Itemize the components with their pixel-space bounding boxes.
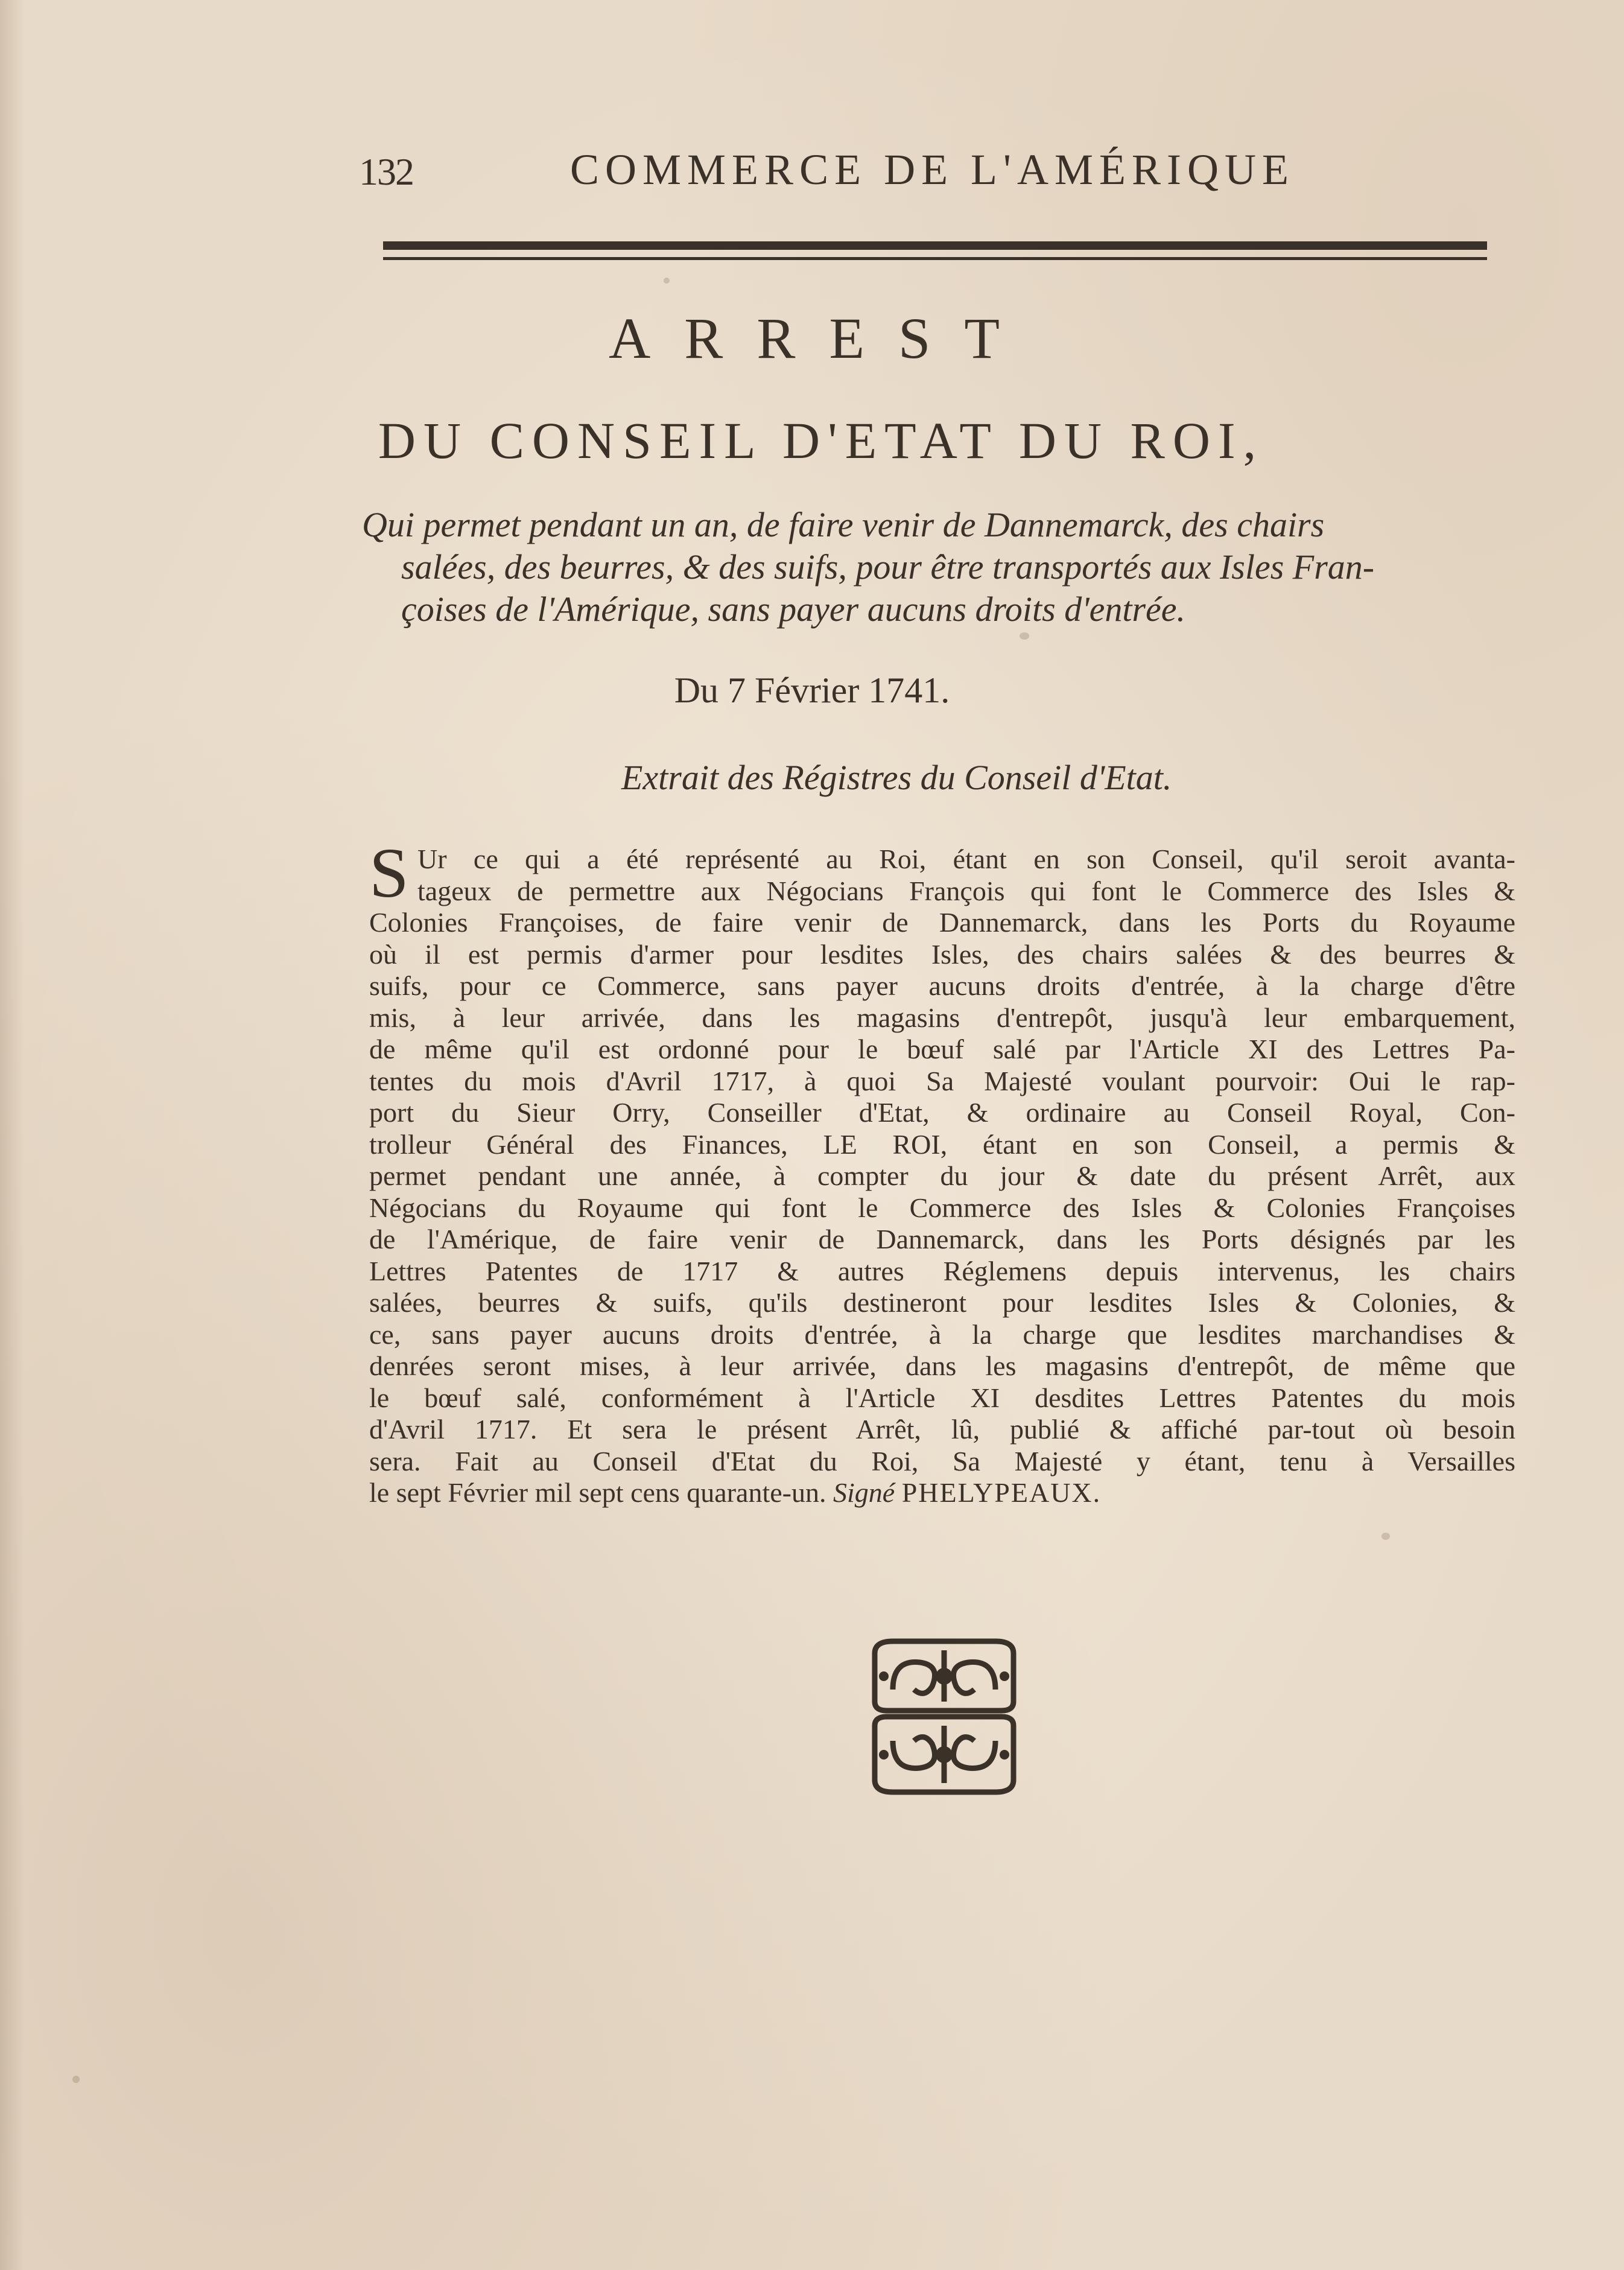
paper-spot — [664, 278, 670, 284]
decree-date: Du 7 Février 1741. — [674, 670, 950, 710]
paper-spot — [1020, 632, 1029, 640]
signature-name: PHELYPEAUX. — [901, 1477, 1102, 1508]
drop-cap: S — [369, 833, 409, 912]
body-line-final — [369, 1477, 1515, 1509]
document-subtitle: DU CONSEIL D'ETAT DU ROI, — [378, 412, 1264, 469]
body-line: trolleur Général des Finances, LE ROI, étant en son Conseil, a permis & — [369, 1128, 1515, 1160]
body-line: Colonies Françoises, de faire venir de Dannemarck, dans les Ports du Royaume — [369, 907, 1515, 938]
body-line: Lettres Patentes de 1717 & autres Réglemens depuis intervenus, les chairs — [369, 1255, 1515, 1286]
body-line: de même qu'il est ordonné pour le bœuf salé par l'Article XI des Lettres Pa- — [369, 1034, 1515, 1064]
tailpiece-ornament-icon — [857, 1629, 1032, 1804]
body-line: ce, sans payer aucuns droits d'entrée, à la charge que lesdites marchandises & — [369, 1318, 1515, 1350]
body-line: Négocians du Royaume qui font le Commerce des Isles & Colonies Françoises — [369, 1192, 1515, 1223]
body-line: le sept Février mil sept cens quarante-un. — [369, 1477, 826, 1508]
body-line: permet pendant une année, à compter du jour & date du présent Arrêt, aux — [369, 1160, 1515, 1191]
header-rule-thick — [383, 241, 1487, 250]
body-text — [369, 844, 1515, 1509]
summary-line: Qui permet pendant un an, de faire venir de Dannemarck, des chairs — [362, 505, 1325, 544]
document-title: ARREST — [608, 306, 1034, 370]
body-line: Ur ce qui a été représenté au Roi, étant en son Conseil, qu'il seroit avanta- — [417, 844, 1515, 874]
paper-spot — [72, 2076, 80, 2083]
body-line: le bœuf salé, conformément à l'Article XI desdites Lettres Patentes du mois — [369, 1382, 1515, 1413]
running-title: COMMERCE DE L'AMÉRIQUE — [570, 145, 1295, 194]
extract-heading: Extrait des Régistres du Conseil d'Etat. — [621, 758, 1172, 797]
body-line: de l'Amérique, de faire venir de Dannemarck, dans les Ports désignés par les — [369, 1224, 1515, 1254]
page-number: 132 — [359, 150, 413, 193]
body-line: denrées seront mises, à leur arrivée, dans les magasins d'entrepôt, de même que — [369, 1350, 1515, 1381]
body-line: salées, beurres & suifs, qu'ils destineront pour lesdites Isles & Colonies, & — [369, 1287, 1515, 1318]
body-line: d'Avril 1717. Et sera le présent Arrêt, lû, publié & affiché par-tout où besoin — [369, 1414, 1515, 1445]
summary-line: çoises de l'Amérique, sans payer aucuns droits d'entrée. — [401, 590, 1186, 629]
summary-line: salées, des beurres, & des suifs, pour être transportés aux Isles Fran- — [401, 547, 1375, 587]
running-head — [359, 145, 1324, 199]
signature-prefix: Signé — [833, 1477, 895, 1508]
body-line: port du Sieur Orry, Conseiller d'Etat, & ordinaire au Conseil Royal, Con- — [369, 1097, 1515, 1128]
body-line: tageux de permettre aux Négocians François qui font le Commerce des Isles & — [417, 875, 1515, 906]
body-line: mis, à leur arrivée, dans les magasins d'entrepôt, jusqu'à leur embarquement, — [369, 1002, 1515, 1033]
body-line: tentes du mois d'Avril 1717, à quoi Sa Majesté voulant pourvoir: Oui le rap- — [369, 1065, 1515, 1096]
body-line: suifs, pour ce Commerce, sans payer aucuns droits d'entrée, à la charge d'être — [369, 970, 1515, 1001]
header-rule-thin — [383, 257, 1487, 260]
paper-spot — [1381, 1533, 1390, 1540]
summary — [362, 504, 1484, 631]
body-line: où il est permis d'armer pour lesdites Isles, des chairs salées & des beurres & — [369, 938, 1515, 970]
body-line: sera. Fait au Conseil d'Etat du Roi, Sa Majesté y étant, tenu à Versailles — [369, 1445, 1515, 1477]
